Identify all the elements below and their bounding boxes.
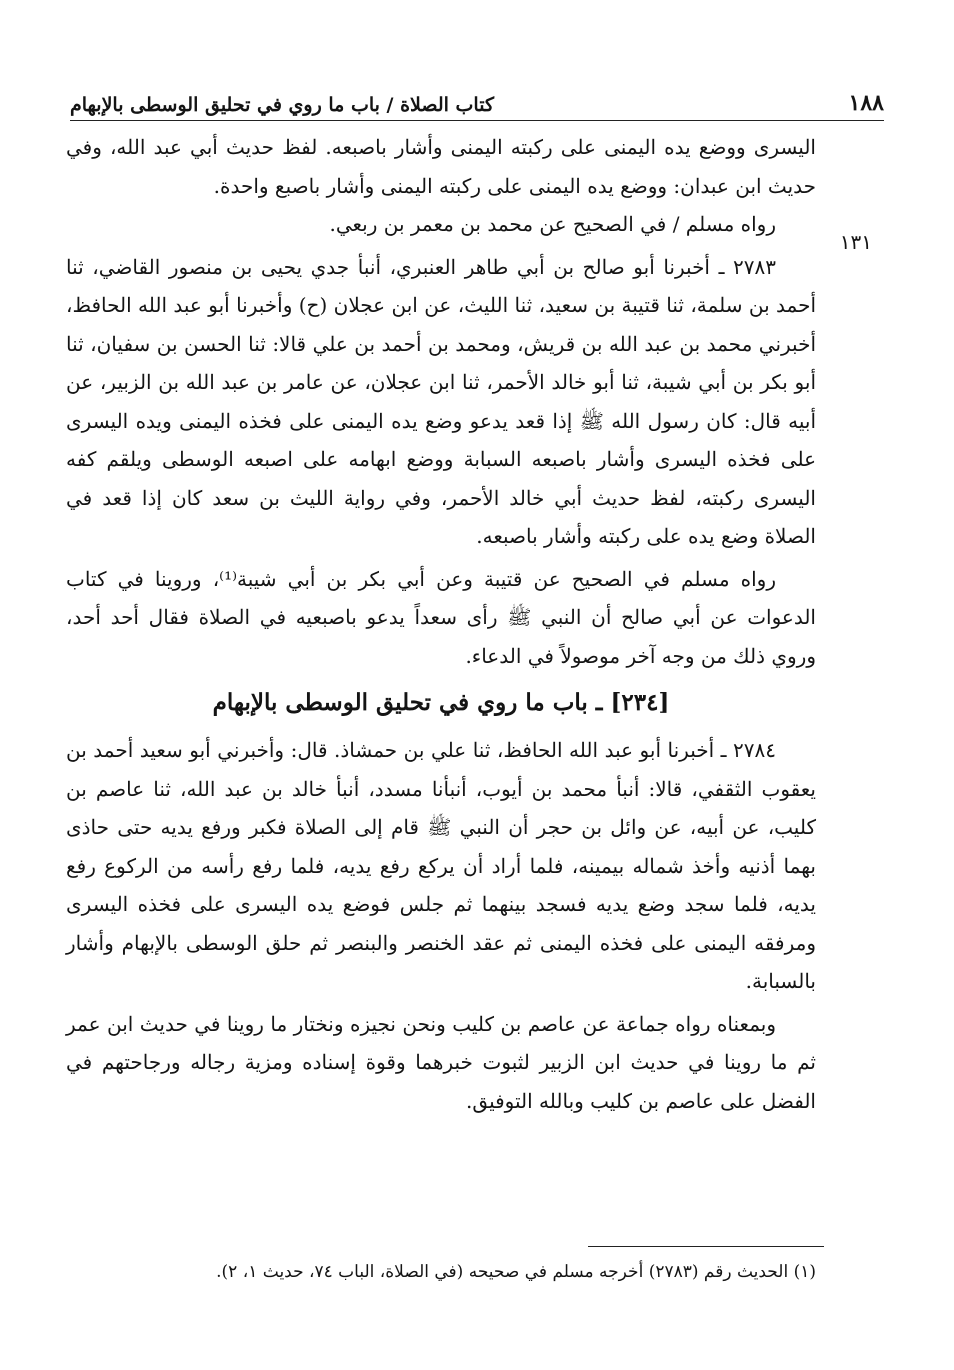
footnote: (١) الحديث رقم (٢٧٨٣) أخرجه مسلم في صحيحه (في الصلاة، الباب ٧٤، حديث ١، ٢). bbox=[216, 1262, 816, 1282]
hadith-2784: ٢٧٨٤ ـ أخبرنا أبو عبد الله الحافظ، ثنا علي بن حمشاذ. قال: وأخبرني أبو سعيد أحمد بن يعقوب الثقفي، قالا: أنبأ محمد بن أيوب، أنبأنا مسدد، أنبأ خالد بن عبد الله، ثنا عاصم بن كليب، عن أبيه، عن وائل بن حجر أن النبي ﷺ قام إلى الصلاة فكبر ورفع يديه حتى حاذى بهما أذنيه وأخذ شماله بيمينه، فلما أراد أن يركع رفع يديه، فلما رفع رأسه من الركوع رفع يديه، فلما سجد وضع يديه فسجد بينهما ثم جلس فوضع يده اليسرى على فخذه اليسرى ومرفقه اليمنى على فخذه اليمنى ثم عقد الخنصر والبنصر ثم حلق الوسطى بالإبهام وأشار بالسبابة. bbox=[66, 738, 816, 993]
chapter-heading: [٢٣٤] ـ باب ما روي في تحليق الوسطى بالإبهام bbox=[212, 689, 670, 716]
hadith-2783: ٢٧٨٣ ـ أخبرنا أبو صالح بن أبي طاهر العنبري، أنبأ جدي يحيى بن منصور القاضي، ثنا أحمد بن سلمة، ثنا قتيبة بن سعيد، ثنا الليث، عن ابن عجلان (ح) وأخبرنا أبو عبد الله الحافظ، أخبرني محمد بن عبد الله بن قريش، ومحمد بن أحمد بن علي قالا: ثنا الحسن بن سفيان، ثنا أبو بكر بن أبي شيبة، ثنا أبو خالد الأحمر، ثنا ابن عجلان، عن عامر بن عبد الله بن الزبير، عن أبيه قال: كان رسول الله ﷺ إذا قعد يدعو وضع يده اليمنى على فخذه اليمنى ويده اليسرى على فخذه اليسرى وأشار باصبعه السبابة ووضع ابهامه على اصبعه الوسطى ويلقم كفه اليسرى ركبته، لفظ حديث أبي خالد الأحمر، وفي رواية الليث بن سعد كان إذا قعد في الصلاة وضع يده على ركبته وأشار باصبعه. bbox=[66, 254, 816, 548]
body-text bbox=[66, 128, 816, 1120]
paragraph-commentary: رواه مسلم في الصحيح عن قتيبة وعن أبي بكر بن أبي شيبة⁽¹⁾، وروينا في كتاب الدعوات عن أبي صالح أن النبي ﷺ رأى سعداً يدعو باصبعيه في الصلاة فقال أحد أحد، وروي ذلك من وجه آخر موصولاً في الدعاء. bbox=[66, 566, 816, 668]
paragraph-attribution: رواه مسلم / في الصحيح عن محمد بن معمر بن ربعي. bbox=[329, 212, 776, 236]
page-number: ١٨٨ bbox=[848, 90, 884, 116]
paragraph-continuation: اليسرى ووضع يده اليمنى على ركبته اليمنى وأشار باصبعه. لفظ حديث أبي عبد الله، وفي حديث ابن عبدان: ووضع يده اليمنى على ركبته اليمنى وأشار باصبع واحدة. bbox=[66, 135, 816, 198]
footnote-divider bbox=[588, 1246, 824, 1247]
margin-reference: ١٣١ bbox=[839, 230, 872, 254]
page-header bbox=[70, 82, 884, 121]
running-title: كتاب الصلاة / باب ما روي في تحليق الوسطى بالإبهام bbox=[70, 94, 494, 116]
paragraph-conclusion: وبمعناه رواه جماعة عن عاصم بن كليب ونحن نجيزه ونختار ما روينا في حديث ابن عمر ثم ما روينا في حديث ابن الزبير لثبوت خبرهما وقوة إسناده ومزية رجاله ورجاحتهم في الفضل على عاصم بن كليب وبالله التوفيق. bbox=[66, 1011, 816, 1113]
